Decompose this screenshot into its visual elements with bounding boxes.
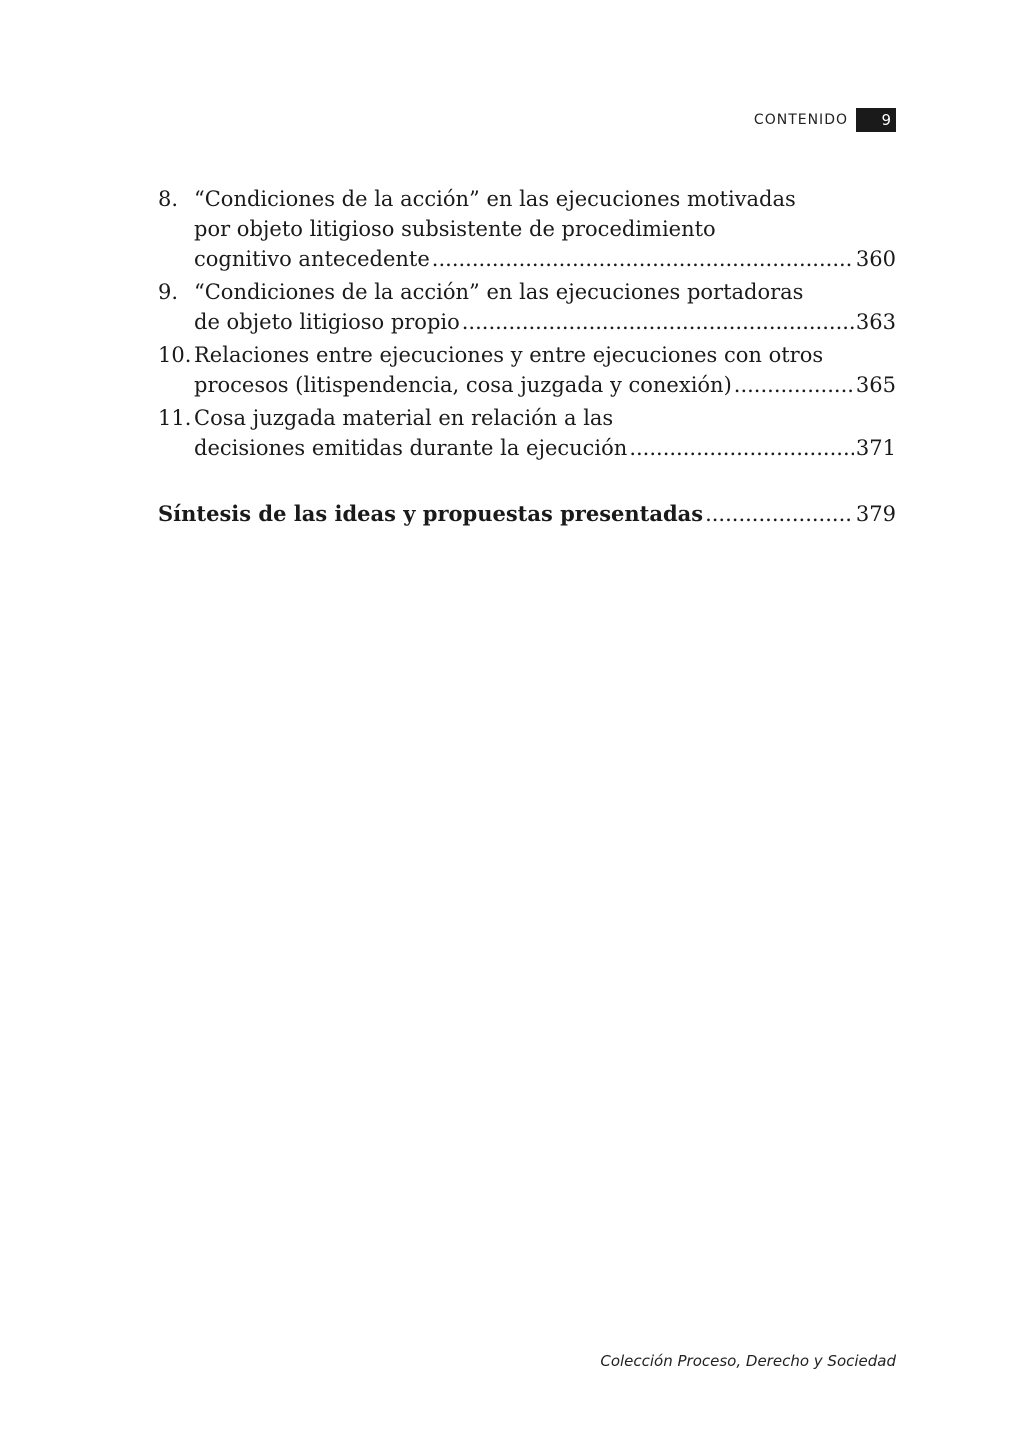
dot-leader [734,370,854,400]
toc-entry-leader-line [194,244,896,274]
toc-entry-line: de objeto litigioso propio [194,310,460,334]
toc-entry-page: 371 [855,436,896,460]
toc-entry-page: 365 [855,373,896,397]
table-of-contents [158,184,896,529]
toc-entry-10[interactable] [158,340,896,400]
toc-entry-page: 360 [855,247,896,271]
page-number: 9 [856,108,896,132]
toc-entry-9[interactable] [158,277,896,337]
toc-summary-entry[interactable] [158,499,896,529]
toc-entry-line: “Condiciones de la acción” en las ejecuciones portadoras [194,280,804,304]
toc-entry-line: procesos (litispendencia, cosa juzgada y conexión) [194,373,732,397]
toc-entry-body [194,184,896,274]
toc-entry-8[interactable] [158,184,896,274]
toc-entry-number: 9. [158,280,179,304]
toc-entry-11[interactable] [158,403,896,463]
toc-entry-line: Cosa juzgada material en relación a las [194,406,614,430]
toc-entry-line: “Condiciones de la acción” en las ejecuciones motivadas [194,187,796,211]
toc-entry-leader-line [194,433,896,463]
toc-entry-line: cognitivo antecedente [194,247,430,271]
toc-entry-line: decisiones emitidas durante la ejecución [194,436,628,460]
toc-entry-leader-line [194,307,896,337]
toc-entry-number: 10. [158,343,192,367]
toc-entry-body [194,277,896,337]
toc-entry-number: 11. [158,406,192,430]
toc-entry-page: 363 [855,310,896,334]
dot-leader [432,244,854,274]
toc-summary-title: Síntesis de las ideas y propuestas presentadas [158,501,704,526]
toc-summary-page: 379 [855,502,896,526]
collection-footer: Colección Proceso, Derecho y Sociedad [600,1352,896,1370]
toc-entry-body [194,403,896,463]
dot-leader [629,433,854,463]
toc-entry-number: 8. [158,187,179,211]
running-header [754,108,896,132]
dot-leader [462,307,854,337]
toc-entry-leader-line [194,370,896,400]
dot-leader [705,499,854,529]
toc-entry-line: Relaciones entre ejecuciones y entre ejecuciones con otros [194,343,824,367]
toc-entry-line: por objeto litigioso subsistente de procedimiento [194,217,716,241]
toc-entry-body [194,340,896,400]
section-label: CONTENIDO [753,112,848,128]
